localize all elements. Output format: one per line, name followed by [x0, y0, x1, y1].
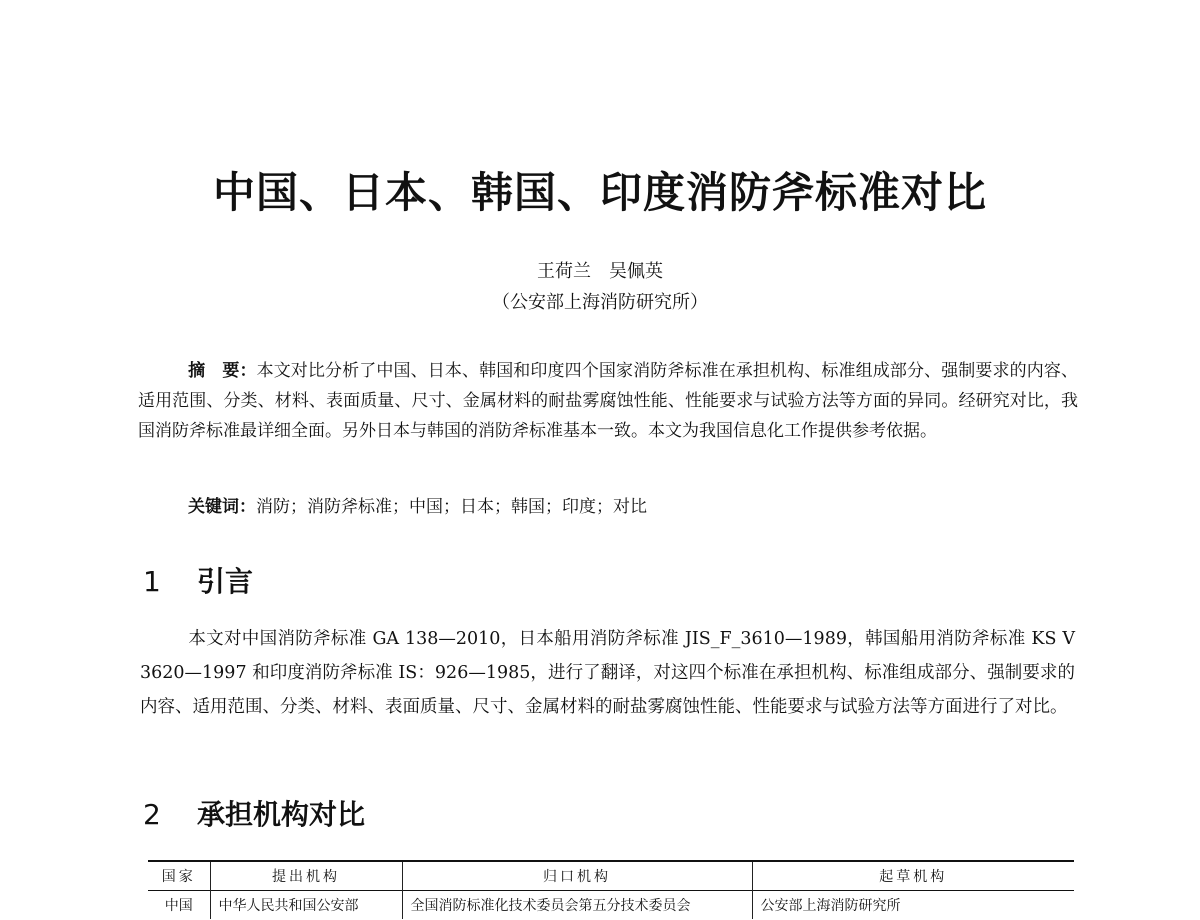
table-header-country: 国家 [161, 869, 196, 885]
section-1-number: 1 [143, 565, 161, 598]
section-1-heading [143, 560, 253, 600]
section-2-title: 承担机构对比 [197, 798, 366, 831]
paper-title: 中国、日本、韩国、印度消防斧标准对比 [212, 168, 987, 217]
table-row [148, 891, 1074, 920]
authors: 王荷兰 吴佩英 [537, 261, 663, 282]
abstract [138, 356, 1078, 446]
section-1-title: 引言 [197, 565, 254, 598]
table-header-proposer: 提出机构 [210, 861, 402, 891]
section-2-number: 2 [143, 798, 161, 831]
keywords-text: 消防；消防斧标准；中国；日本；韩国；印度；对比 [256, 497, 647, 517]
abstract-label: 摘 要： [188, 361, 257, 381]
section-2-heading [143, 793, 365, 833]
keywords-label: 关键词： [188, 497, 256, 517]
table-cell-country: 中国 [164, 898, 193, 914]
section-1-text: 本文对中国消防斧标准 GA 138—2010，日本船用消防斧标准 JIS_F_3610—1989，韩国船用消防斧标准 KS V 3620—1997 和印度消防斧标准 IS：926—1985，进行了翻译，对这四个标准在承担机构、标准组成部分、强制要求的内容、适用范围、分类、材料、表面质量、尺寸、金属材料的耐盐雾腐蚀性能、性能要求与试验方法等方面进行了对比。 [140, 629, 1075, 717]
table-header-row [148, 861, 1074, 891]
section-1-paragraph [140, 622, 1075, 724]
table-cell-drafter: 公安部上海消防研究所 [752, 891, 1074, 920]
table-cell-administrator: 全国消防标准化技术委员会第五分技术委员会 [402, 891, 752, 920]
table-cell-proposer: 中华人民共和国公安部 [210, 891, 402, 920]
abstract-text: 本文对比分析了中国、日本、韩国和印度四个国家消防斧标准在承担机构、标准组成部分、强制要求的内容、适用范围、分类、材料、表面质量、尺寸、金属材料的耐盐雾腐蚀性能、性能要求与试验方法等方面的异同。经研究对比，我国消防斧标准最详细全面。另外日本与韩国的消防斧标准基本一致。本文为我国信息化工作提供参考依据。 [138, 361, 1078, 441]
organizations-table [148, 860, 1074, 919]
table-header-drafter: 起草机构 [752, 861, 1074, 891]
keywords [188, 492, 647, 517]
table-header-administrator: 归口机构 [402, 861, 752, 891]
affiliation: （公安部上海消防研究所） [492, 292, 708, 313]
